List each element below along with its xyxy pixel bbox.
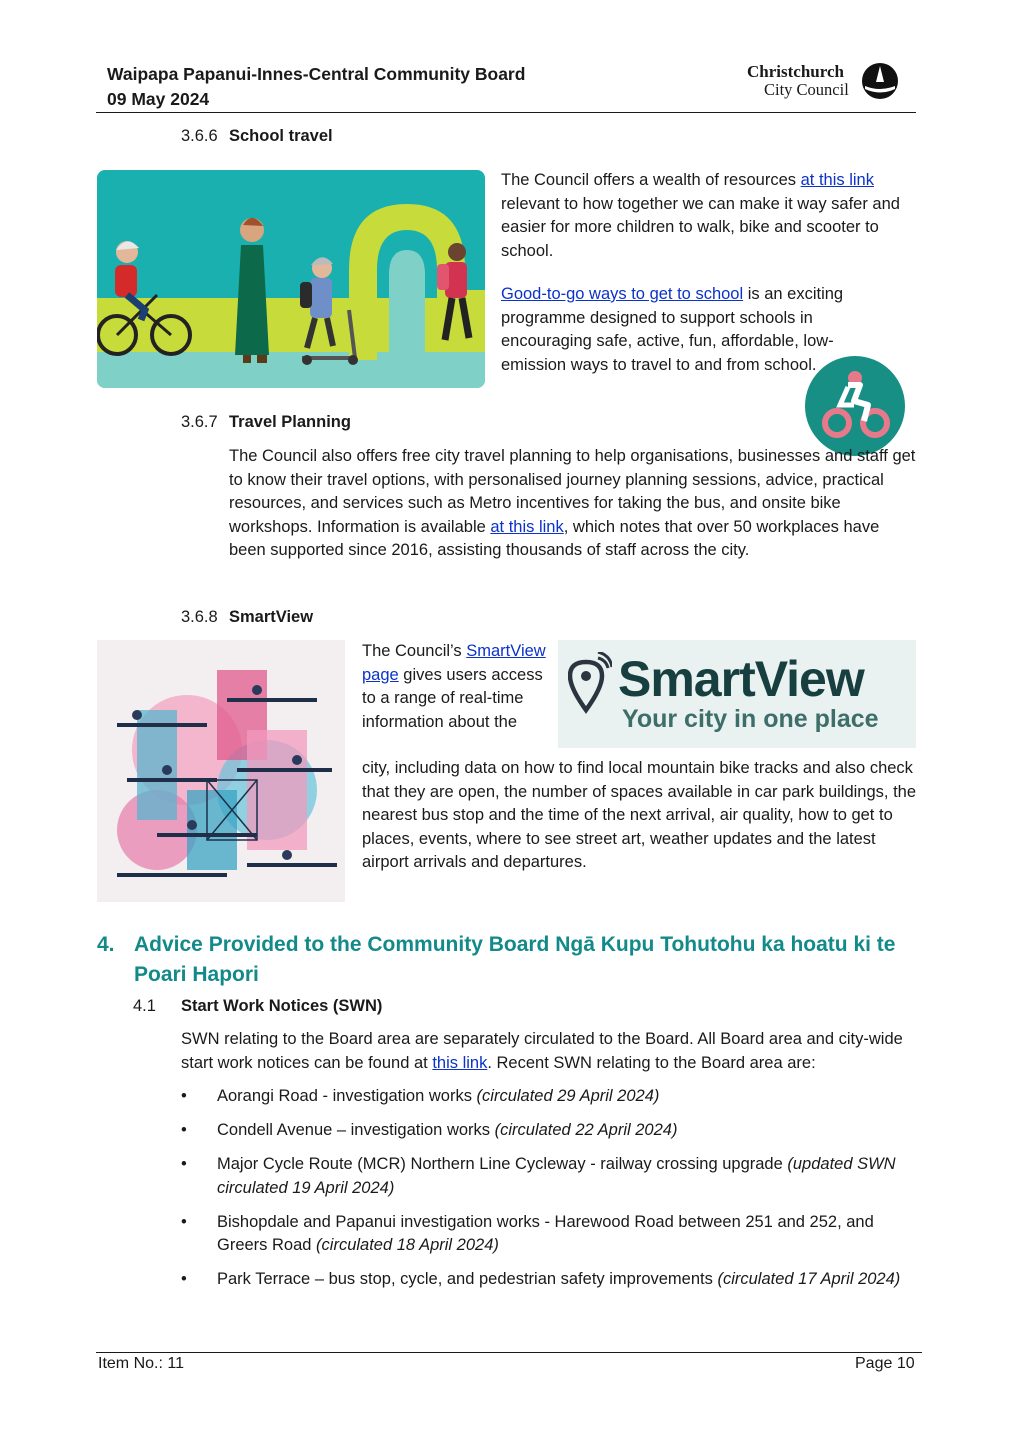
bullet: • <box>181 1087 187 1105</box>
bullet: • <box>181 1155 187 1173</box>
section-number: 4.1 <box>133 997 156 1015</box>
section-number: 3.6.8 <box>181 608 218 626</box>
text-run: The Council offers a wealth of resources <box>501 171 801 189</box>
travel-planning-text <box>229 445 919 563</box>
travel-planning-link[interactable]: at this link <box>490 517 564 536</box>
section-number: 4. <box>97 933 115 956</box>
smartview-link[interactable]: SmartView page <box>362 642 546 684</box>
text-run: is an exciting programme designed to support schools in encouraging safe, active, fun, affordable, low-emission ways to travel to and from school. <box>501 285 844 374</box>
item-note: (circulated 17 April 2024) <box>717 1270 901 1288</box>
item-note: (circulated 29 April 2024) <box>476 1087 660 1105</box>
swn-list <box>181 1085 916 1302</box>
school-travel-text <box>501 169 906 263</box>
list-item <box>181 1119 916 1143</box>
item-note: (updated SWN circulated 19 April 2024) <box>217 1155 896 1197</box>
section-title: Advice Provided to the Community Board Ngā Kupu Tohutohu ka hoatu ki te Poari Hapori <box>134 933 896 986</box>
section-3-6-7-heading <box>181 411 351 435</box>
cycling-icon <box>804 355 906 457</box>
section-3-6-8-heading <box>181 606 314 630</box>
smartview-logo <box>558 640 916 748</box>
section-title: Start Work Notices (SWN) <box>181 997 383 1015</box>
section-4-1-heading <box>133 995 383 1019</box>
council-logo <box>745 62 900 104</box>
bullet: • <box>181 1121 187 1139</box>
cathedral-mark-icon <box>861 62 899 100</box>
footer-rule <box>96 1352 922 1353</box>
document-header <box>107 62 667 112</box>
logo-line2: City Council <box>764 80 849 99</box>
text-run: The Council’s <box>362 642 467 660</box>
smartview-text-bottom <box>362 757 918 875</box>
section-number: 3.6.7 <box>181 413 218 431</box>
item-text: Condell Avenue – investigation works <box>217 1121 495 1139</box>
section-title: Travel Planning <box>229 413 351 431</box>
resources-link[interactable]: at this link <box>800 171 874 189</box>
location-pin-icon <box>568 652 612 714</box>
section-title: School travel <box>229 127 333 145</box>
smartview-text-top <box>362 640 547 734</box>
bullet: • <box>181 1212 187 1231</box>
section-title: SmartView <box>229 608 314 626</box>
travel-planning-paragraph <box>229 445 919 563</box>
item-text: Park Terrace – bus stop, cycle, and pedestrian safety improvements <box>217 1270 718 1288</box>
footer-item-number: Item No.: 11 <box>98 1355 184 1372</box>
list-item <box>181 1211 916 1258</box>
smartview-wordmark: SmartView <box>618 651 864 707</box>
school-travel-paragraph-1 <box>501 169 906 263</box>
item-text: Aorangi Road - investigation works <box>217 1087 477 1105</box>
section-3-6-6-heading <box>181 125 333 149</box>
good-to-go-link[interactable]: Good-to-go ways to get to school <box>501 285 744 303</box>
section-number: 3.6.6 <box>181 127 218 145</box>
city-collage-illustration <box>97 640 345 902</box>
school-travel-illustration <box>97 170 485 388</box>
swn-intro-text <box>181 1028 916 1075</box>
text-run: SWN relating to the Board area are separately circulated to the Board. All Board area and city-wide start work notices can be found at <box>181 1030 903 1072</box>
text-run: relevant to how together we can make it way safer and easier for more children to walk, bike and scooter to school. <box>501 194 900 260</box>
item-note: (circulated 18 April 2024) <box>316 1236 499 1254</box>
logo-line1: Christchurch <box>747 62 844 81</box>
item-note: (circulated 22 April 2024) <box>494 1121 678 1139</box>
smartview-tagline: Your city in one place <box>622 705 879 733</box>
list-item <box>181 1085 916 1109</box>
list-item <box>181 1268 916 1292</box>
text-run: The Council also offers free city travel planning to help organisations, businesses and staff get to know their travel options, with personalised journey planning sessions, advice, practical resources, and services such as Metro incentives for taking the bus, and onsite bike workshops. Information is available <box>229 447 916 536</box>
board-name: Waipapa Papanui-Innes-Central Community Board <box>107 64 526 84</box>
item-text: Bishopdale and Papanui investigation works - Harewood Road between 251 and 252, and Greers Road <box>217 1212 874 1254</box>
list-item <box>181 1153 916 1200</box>
smartview-paragraph-start <box>362 640 547 734</box>
item-text: Major Cycle Route (MCR) Northern Line Cycleway - railway crossing upgrade <box>217 1155 788 1173</box>
footer-page-number: Page 10 <box>855 1355 915 1372</box>
start-work-notices-link[interactable]: this link <box>432 1053 488 1072</box>
swn-intro-paragraph <box>181 1028 916 1075</box>
header-rule <box>96 112 916 113</box>
text-run: gives users access to a range of real-time information about the <box>362 665 543 731</box>
bullet: • <box>181 1270 187 1288</box>
meeting-date: 09 May 2024 <box>107 89 210 109</box>
smartview-paragraph-end: city, including data on how to find local mountain bike tracks and also check that they are open, the number of spaces available in car park buildings, the nearest bus stop and the time of the next arrival, air quality, how to get to places, events, where to see street art, weather updates and the latest airport arrivals and departures. <box>362 759 917 871</box>
text-run: . Recent SWN relating to the Board area are: <box>487 1053 816 1072</box>
text-run: , which notes that over 50 workplaces have been supported since 2016, assisting thousands of staff across the city. <box>229 517 880 559</box>
